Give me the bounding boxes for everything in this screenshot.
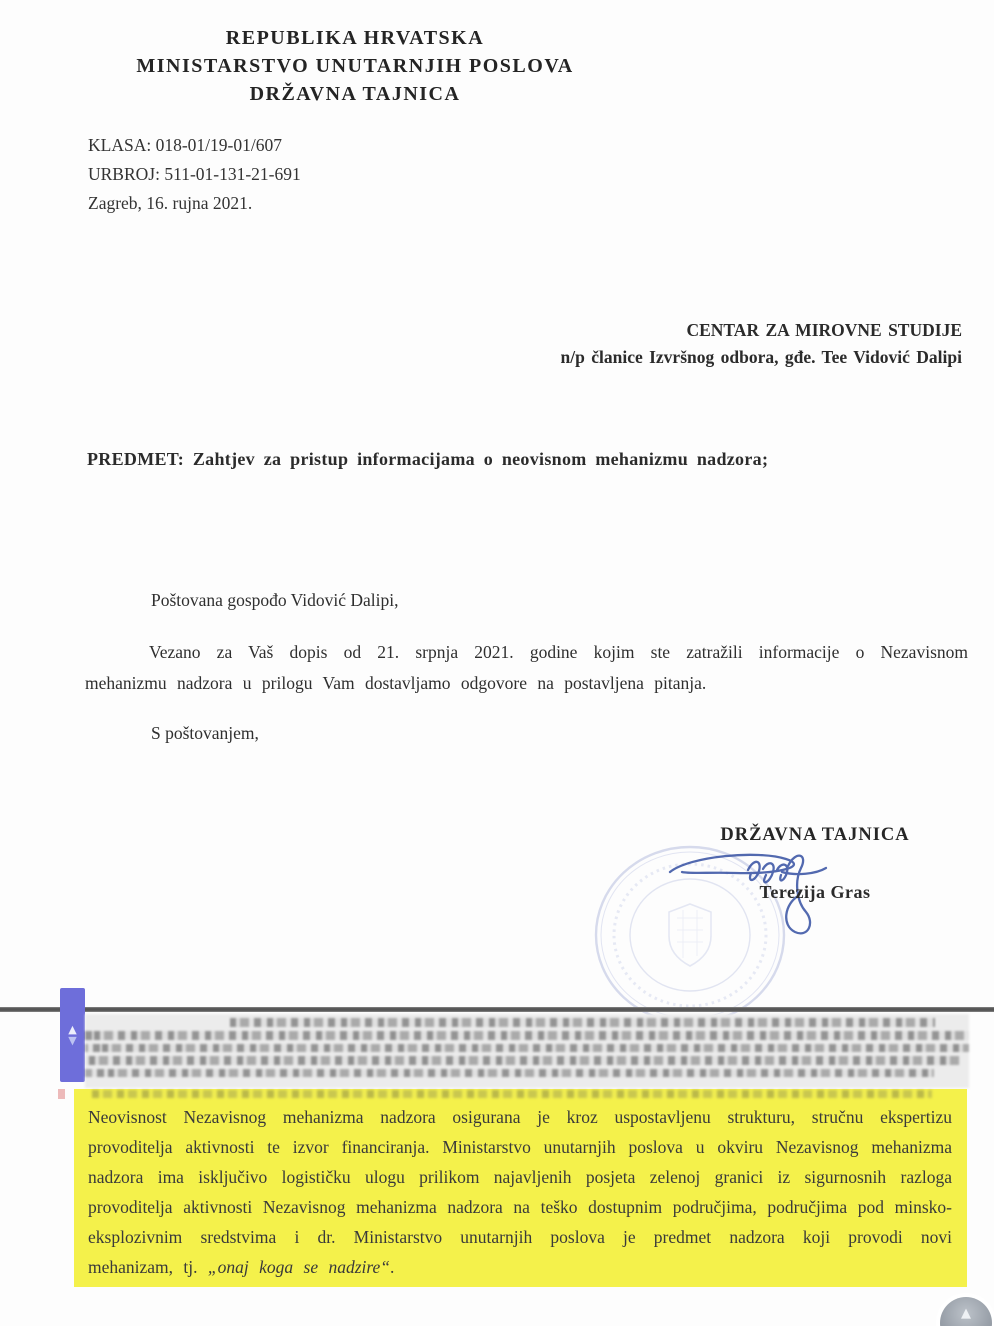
highlighted-paragraph-block [74,1089,967,1287]
recipient-block [380,317,962,371]
blurred-line [85,1031,969,1040]
scroll-down-icon[interactable]: ▼ [68,1034,77,1047]
salutation: Poštovana gospođo Vidović Dalipi, [151,590,399,610]
subject-line: PREDMET: Zahtjev za pristup informacijama o neovisnom mehanizmu nadzora; [87,449,769,469]
highlight-period: . [390,1257,395,1277]
place-date: Zagreb, 16. rujna 2021. [88,193,253,213]
back-to-top-arrow-icon: ▲ [961,1306,971,1321]
highlight-text: Neovisnost Nezavisnog mehanizma nadzora osigurana je kroz uspostavljenu strukturu, stručnu ekspertizu provoditelja aktivnosti te izvor financiranja. Ministarstvo unutarnjih poslova u okviru Nezavisnog mehanizma nadzora ima isključivo logističku ulogu prilikom najavljenih posjeta zelenoj granici iz sigurnosnih razloga provoditelja aktivnosti Nezavisnog mehanizma nadzora na teško dostupnim područjima, područjima pod minsko-eksplozivnim sredstvima i dr. Ministarstvo unutarnjih poslova je predmet nadzora koji provodi novi mehanizam, tj. [88,1107,952,1277]
highlighted-paragraph [88,1102,952,1282]
scroll-up-icon[interactable]: ▲ [68,1023,77,1036]
signatory-title: DRŽAVNA TAJNICA [720,825,910,845]
scan-artifact [58,1089,65,1099]
closing-phrase: S poštovanjem, [151,723,259,743]
blurred-line [85,1069,934,1077]
letterhead-office: DRŽAVNA TAJNICA [249,83,461,105]
vertical-scroll-handle[interactable] [60,988,85,1082]
blurred-line [230,1018,935,1027]
letterhead [105,24,605,108]
letterhead-country: REPUBLIKA HRVATSKA [225,27,485,49]
blurred-line [85,1044,969,1052]
redacted-blurred-text [85,1014,969,1088]
recipient-person: n/p članice Izvršnog odbora, gđe. Tee Vidović Dalipi [560,347,962,367]
blurred-line [92,1090,932,1098]
letterhead-ministry: MINISTARSTVO UNUTARNJIH POSLOVA [136,55,574,77]
blurred-line [85,1056,960,1065]
highlight-quote: „onaj koga se nadzire“ [207,1257,391,1277]
recipient-organization: CENTAR ZA MIROVNE STUDIJE [686,320,962,340]
urbroj-number: URBROJ: 511-01-131-21-691 [88,164,301,184]
klasa-number: KLASA: 018-01/19-01/607 [88,135,282,155]
body-paragraph: Vezano za Vaš dopis od 21. srpnja 2021. godine kojim ste zatražili informacije o Nezavisnom mehanizmu nadzora u prilogu Vam dostavljamo odgovore na postavljena pitanja. [85,642,968,693]
back-to-top-button[interactable] [940,1297,992,1326]
reference-block [88,131,301,218]
signatory-name: Terezija Gras [759,882,871,902]
page-divider-line [0,1007,994,1012]
